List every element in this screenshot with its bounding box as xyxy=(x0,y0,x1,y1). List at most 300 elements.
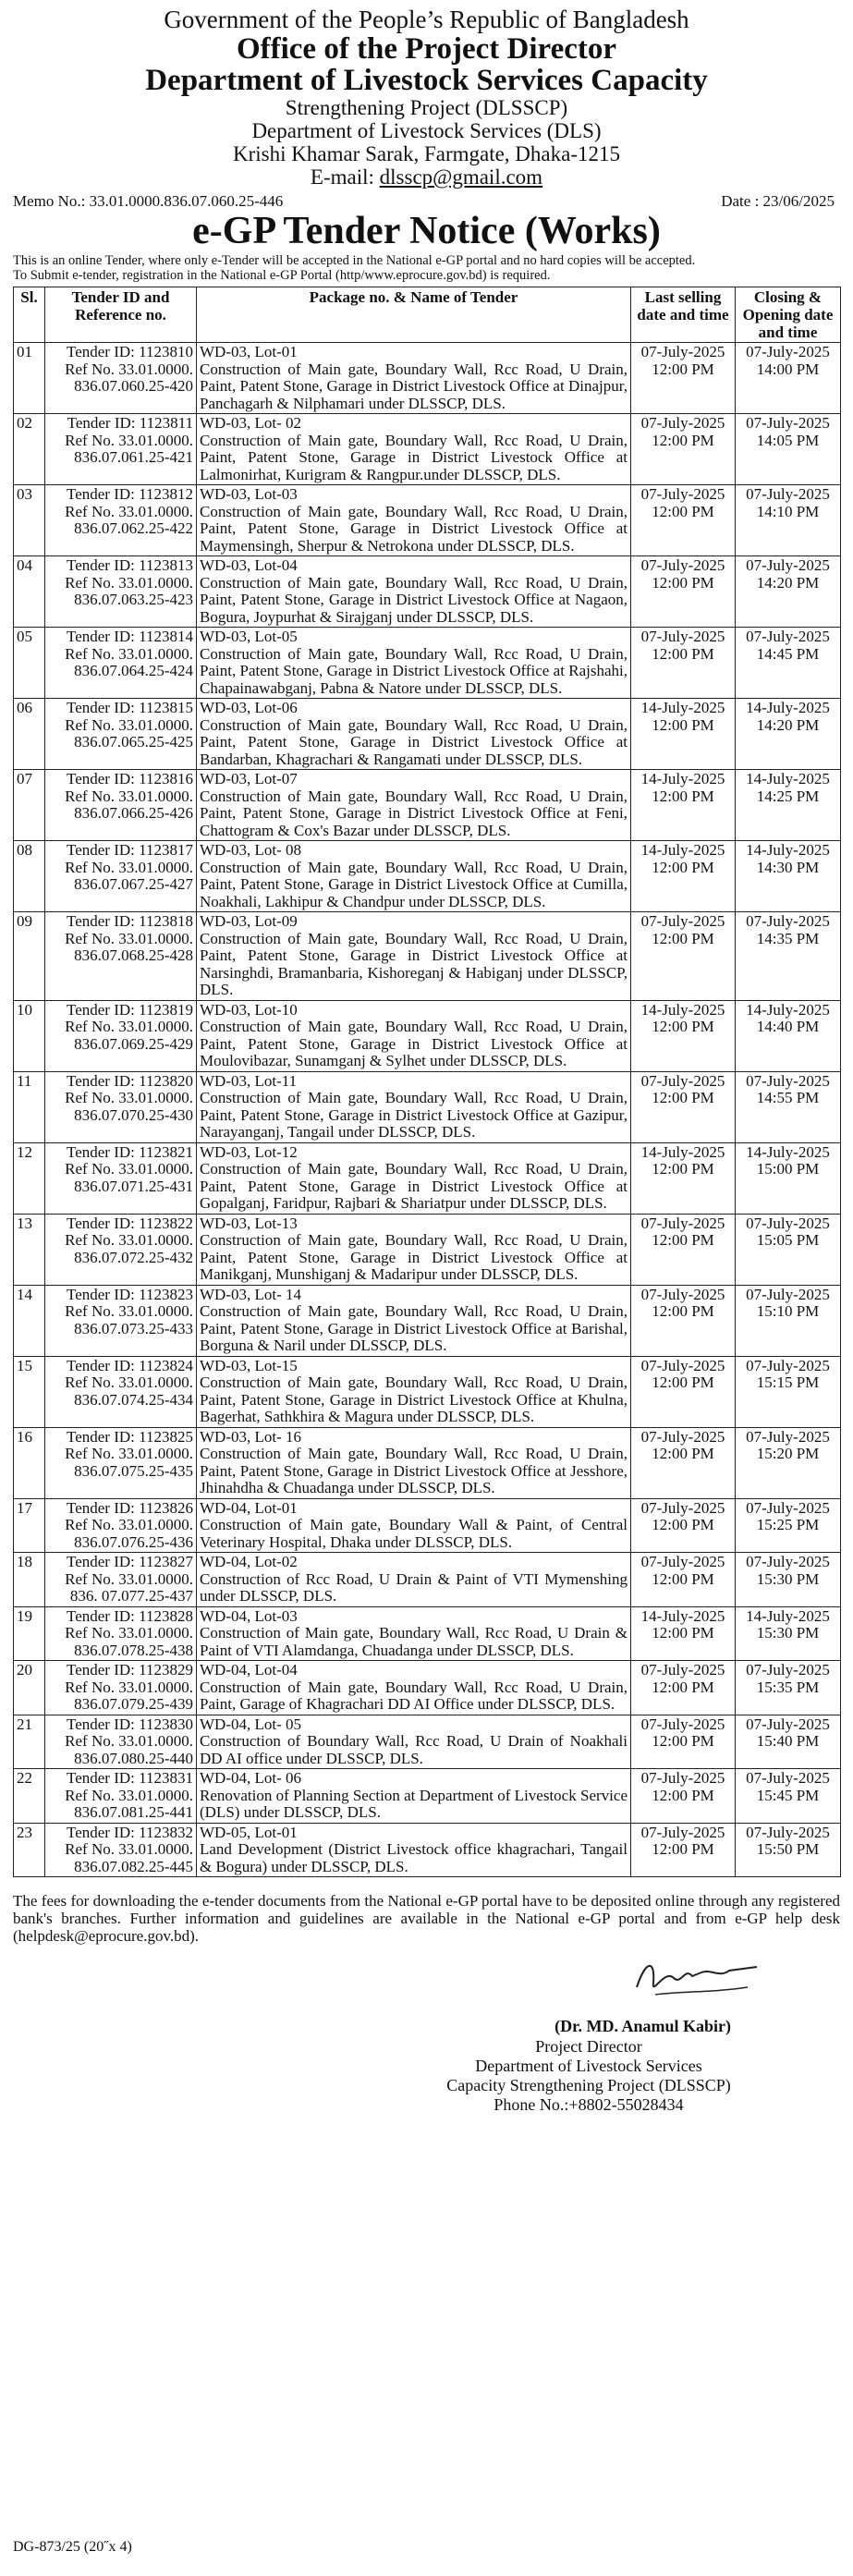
row-last-selling xyxy=(631,1427,736,1498)
row-last-selling xyxy=(631,1553,736,1607)
lot-number: WD-05, Lot-01 xyxy=(200,1823,298,1841)
closing-date: 07-July-2025 xyxy=(746,1715,830,1733)
row-last-selling xyxy=(631,1715,736,1769)
tender-description: Construction of Rcc Road, U Drain & Paint of VTI Mymenshing under DLSSCP, DLS. xyxy=(200,1569,628,1605)
row-sl: 22 xyxy=(14,1769,45,1824)
last-selling-time: 12:00 PM xyxy=(652,1732,714,1750)
last-selling-time: 12:00 PM xyxy=(652,1840,714,1858)
ref-no-cont: 836.07.075.25-435 xyxy=(74,1461,193,1480)
row-last-selling xyxy=(631,556,736,628)
row-package xyxy=(197,1606,631,1661)
signatory-dept: Department of Livestock Services xyxy=(475,2057,702,2075)
table-row xyxy=(14,699,841,770)
closing-time: 14:25 PM xyxy=(756,787,820,805)
tender-id: Tender ID: 1123813 xyxy=(67,556,193,574)
row-closing xyxy=(736,912,841,1001)
last-selling-date: 07-July-2025 xyxy=(640,1427,725,1446)
closing-date: 07-July-2025 xyxy=(746,912,830,930)
row-closing xyxy=(736,1214,841,1285)
table-row xyxy=(14,414,841,485)
closing-time: 15:40 PM xyxy=(756,1732,820,1750)
row-package xyxy=(197,770,631,841)
last-selling-date: 14-July-2025 xyxy=(640,1606,725,1625)
closing-date: 07-July-2025 xyxy=(746,1071,830,1090)
lot-number: WD-04, Lot-01 xyxy=(200,1498,298,1517)
table-row xyxy=(14,1606,841,1661)
row-tender-ref xyxy=(45,556,197,628)
notice-date: Date : 23/06/2025 xyxy=(721,192,835,210)
closing-date: 07-July-2025 xyxy=(746,1661,830,1679)
row-closing xyxy=(736,699,841,770)
closing-time: 15:30 PM xyxy=(756,1624,820,1642)
tender-description: Construction of Main gate, Boundary Wall, Rcc Road, U Drain, Paint, Patent Stone, Garage in District Livestock Office at Moulovibazar, Sunamganj & Sylhet under DLSSCP, DLS. xyxy=(200,1018,628,1069)
row-package xyxy=(197,1661,631,1715)
row-sl: 19 xyxy=(14,1606,45,1661)
ref-no: Ref No. 33.01.0000. xyxy=(65,573,193,592)
lot-number: WD-03, Lot-07 xyxy=(200,770,298,787)
closing-time: 15:30 PM xyxy=(756,1569,820,1588)
table-row xyxy=(14,485,841,556)
lot-number: WD-03, Lot- 14 xyxy=(200,1285,302,1303)
tender-description: Construction of Main gate, Boundary Wall, Rcc Road, U Drain, Paint, Patent Stone, Garage in District Livestock Office at Cumilla, Noakhali, Lakhipur & Chandpur under DLSSCP, DLS. xyxy=(200,858,628,910)
closing-date: 07-July-2025 xyxy=(746,1823,830,1841)
tender-description: Construction of Main gate, Boundary Wall, Rcc Road, U Drain, Paint, Patent Stone, Garage in District Livestock Office at Manikganj, Munshiganj & Madaripur under DLSSCP, DLS. xyxy=(200,1231,628,1283)
row-sl: 14 xyxy=(14,1285,45,1356)
ref-no: Ref No. 33.01.0000. xyxy=(65,1231,193,1249)
row-sl: 15 xyxy=(14,1356,45,1427)
tender-description: Construction of Main gate, Boundary Wall, Rcc Road, U Drain, Paint, Patent Stone, Garage in District Livestock Office at Dinajpur, Panchagarh & Nilphamari under DLSSCP, DLS. xyxy=(200,360,628,412)
signatory-name: (Dr. MD. Anamul Kabir) xyxy=(554,2017,731,2035)
closing-time: 14:20 PM xyxy=(756,573,820,592)
last-selling-date: 07-July-2025 xyxy=(640,343,725,360)
ref-no-cont: 836.07.079.25-439 xyxy=(74,1695,193,1713)
table-row xyxy=(14,770,841,841)
table-row xyxy=(14,1214,841,1285)
row-tender-ref xyxy=(45,1769,197,1824)
lot-number: WD-03, Lot- 08 xyxy=(200,841,302,859)
row-last-selling xyxy=(631,770,736,841)
row-tender-ref xyxy=(45,1285,197,1356)
ref-no-cont: 836.07.064.25-424 xyxy=(74,662,193,679)
last-selling-date: 07-July-2025 xyxy=(640,1071,725,1090)
row-package xyxy=(197,556,631,628)
email-link[interactable]: dlsscp@gmail.com xyxy=(379,165,543,189)
closing-date: 07-July-2025 xyxy=(746,343,830,360)
last-selling-date: 14-July-2025 xyxy=(640,699,725,716)
closing-time: 14:10 PM xyxy=(756,502,820,520)
table-row xyxy=(14,1498,841,1553)
row-closing xyxy=(736,628,841,699)
last-selling-date: 07-July-2025 xyxy=(640,1498,725,1517)
last-selling-date: 07-July-2025 xyxy=(640,1823,725,1841)
last-selling-time: 12:00 PM xyxy=(652,1089,714,1106)
lot-number: WD-04, Lot-04 xyxy=(200,1661,298,1679)
tender-id: Tender ID: 1123811 xyxy=(67,414,193,432)
ref-no-cont: 836.07.071.25-431 xyxy=(74,1177,193,1195)
signature-block xyxy=(13,1945,840,2120)
row-tender-ref xyxy=(45,343,197,414)
row-last-selling xyxy=(631,1071,736,1142)
row-tender-ref xyxy=(45,1823,197,1877)
row-closing xyxy=(736,1071,841,1142)
table-row xyxy=(14,1715,841,1769)
row-tender-ref xyxy=(45,1661,197,1715)
ref-no-cont: 836.07.081.25-441 xyxy=(74,1803,193,1821)
ref-no: Ref No. 33.01.0000. xyxy=(65,644,193,663)
last-selling-time: 12:00 PM xyxy=(652,858,714,876)
row-sl: 20 xyxy=(14,1661,45,1715)
tender-description: Construction of Main gate, Boundary Wall, Rcc Road, U Drain, Paint, Patent Stone, Garage in District Livestock Office at Rajshahi, Chapainawabganj, Pabna & Natore under DLSSCP, DLS. xyxy=(200,644,628,697)
tender-id: Tender ID: 1123823 xyxy=(67,1285,193,1303)
last-selling-time: 12:00 PM xyxy=(652,1445,714,1462)
row-tender-ref xyxy=(45,628,197,699)
office-line: Office of the Project Director xyxy=(236,32,617,66)
row-sl: 09 xyxy=(14,912,45,1001)
lot-number: WD-04, Lot-03 xyxy=(200,1606,298,1625)
last-selling-date: 07-July-2025 xyxy=(640,414,725,432)
lot-number: WD-03, Lot- 16 xyxy=(200,1427,302,1446)
last-selling-time: 12:00 PM xyxy=(652,1160,714,1178)
lot-number: WD-04, Lot- 05 xyxy=(200,1715,302,1733)
closing-time: 14:35 PM xyxy=(756,929,820,947)
ref-no: Ref No. 33.01.0000. xyxy=(65,715,193,734)
row-last-selling xyxy=(631,1823,736,1877)
row-sl: 06 xyxy=(14,699,45,770)
ref-no: Ref No. 33.01.0000. xyxy=(65,1302,193,1320)
lot-number: WD-04, Lot- 06 xyxy=(200,1769,302,1787)
lot-number: WD-03, Lot-06 xyxy=(200,699,298,716)
lot-number: WD-03, Lot-15 xyxy=(200,1356,298,1374)
tender-id: Tender ID: 1123818 xyxy=(67,912,193,930)
ref-no: Ref No. 33.01.0000. xyxy=(65,1569,193,1588)
tender-description: Construction of Main gate, Boundary Wall, Rcc Road, U Drain, Paint, Patent Stone, Garage in District Livestock Office at Barishal, Borguna & Naril under DLSSCP, DLS. xyxy=(200,1302,628,1354)
row-sl: 01 xyxy=(14,343,45,414)
row-closing xyxy=(736,1661,841,1715)
row-package xyxy=(197,1715,631,1769)
ref-no: Ref No. 33.01.0000. xyxy=(65,1373,193,1391)
ref-no-cont: 836.07.069.25-429 xyxy=(74,1034,193,1053)
ref-no: Ref No. 33.01.0000. xyxy=(65,360,193,378)
last-selling-date: 07-July-2025 xyxy=(640,1214,725,1232)
row-last-selling xyxy=(631,1285,736,1356)
lot-number: WD-03, Lot-12 xyxy=(200,1142,298,1161)
closing-date: 14-July-2025 xyxy=(746,1606,830,1625)
row-tender-ref xyxy=(45,1606,197,1661)
ref-no-cont: 836.07.066.25-426 xyxy=(74,804,193,822)
closing-date: 07-July-2025 xyxy=(746,1769,830,1787)
row-package xyxy=(197,1142,631,1214)
lot-number: WD-03, Lot-01 xyxy=(200,343,298,360)
row-closing xyxy=(736,1769,841,1824)
closing-date: 07-July-2025 xyxy=(746,556,830,574)
row-closing xyxy=(736,1553,841,1607)
row-last-selling xyxy=(631,1606,736,1661)
last-selling-date: 07-July-2025 xyxy=(640,628,725,645)
row-closing xyxy=(736,414,841,485)
ref-no: Ref No. 33.01.0000. xyxy=(65,1786,193,1804)
last-selling-time: 12:00 PM xyxy=(652,1786,714,1804)
tender-id: Tender ID: 1123812 xyxy=(67,485,193,503)
closing-time: 14:45 PM xyxy=(756,644,820,663)
ref-no: Ref No. 33.01.0000. xyxy=(65,1018,193,1035)
closing-date: 07-July-2025 xyxy=(746,1214,830,1232)
table-row xyxy=(14,1769,841,1824)
table-row xyxy=(14,1142,841,1214)
tender-id: Tender ID: 1123815 xyxy=(67,699,193,716)
row-tender-ref xyxy=(45,414,197,485)
row-closing xyxy=(736,1427,841,1498)
lot-number: WD-03, Lot-03 xyxy=(200,485,298,503)
memo-row xyxy=(13,189,840,214)
ref-no-cont: 836.07.070.25-430 xyxy=(74,1105,193,1124)
row-tender-ref xyxy=(45,1553,197,1607)
tender-description: Construction of Main gate, Boundary Wall, Rcc Road, U Drain, Paint, Patent Stone, Garage in District Livestock Office at Gazipur, Narayanganj, Tangail under DLSSCP, DLS. xyxy=(200,1089,628,1141)
row-sl: 12 xyxy=(14,1142,45,1214)
row-sl: 04 xyxy=(14,556,45,628)
row-package xyxy=(197,628,631,699)
notice-title: e-GP Tender Notice (Works) xyxy=(192,210,661,252)
table-row xyxy=(14,1553,841,1607)
last-selling-date: 07-July-2025 xyxy=(640,1769,725,1787)
intro-text xyxy=(13,253,840,283)
tender-description: Construction of Main gate, Boundary Wall, Rcc Road, U Drain, Paint, Patent Stone, Garage in District Livestock Office at Narsinghdi, Bramanbaria, Kishoreganj & Habiganj under DLSSCP, DLS. xyxy=(200,929,628,998)
row-sl: 21 xyxy=(14,1715,45,1769)
closing-date: 14-July-2025 xyxy=(746,841,830,859)
row-sl: 13 xyxy=(14,1214,45,1285)
col-header-package: Package no. & Name of Tender xyxy=(197,287,631,343)
row-package xyxy=(197,1553,631,1607)
row-sl: 07 xyxy=(14,770,45,841)
table-row xyxy=(14,556,841,628)
last-selling-time: 12:00 PM xyxy=(652,1569,714,1588)
tender-id: Tender ID: 1123830 xyxy=(67,1715,193,1733)
closing-time: 15:15 PM xyxy=(756,1373,820,1391)
closing-date: 07-July-2025 xyxy=(746,1427,830,1446)
row-package xyxy=(197,1498,631,1553)
row-tender-ref xyxy=(45,485,197,556)
tender-id: Tender ID: 1123814 xyxy=(67,628,193,645)
row-last-selling xyxy=(631,1142,736,1214)
row-last-selling xyxy=(631,343,736,414)
ref-no: Ref No. 33.01.0000. xyxy=(65,1160,193,1178)
ref-no: Ref No. 33.01.0000. xyxy=(65,787,193,805)
last-selling-date: 14-July-2025 xyxy=(640,1142,725,1161)
row-package xyxy=(197,1769,631,1824)
tender-id: Tender ID: 1123817 xyxy=(67,841,193,859)
row-package xyxy=(197,1823,631,1877)
ref-no-cont: 836.07.068.25-428 xyxy=(74,946,193,964)
last-selling-time: 12:00 PM xyxy=(652,1678,714,1696)
row-closing xyxy=(736,770,841,841)
tender-id: Tender ID: 1123816 xyxy=(67,770,193,787)
row-sl: 11 xyxy=(14,1071,45,1142)
tender-id: Tender ID: 1123825 xyxy=(67,1427,193,1446)
ref-no-cont: 836.07.060.25-420 xyxy=(74,377,193,395)
intro-line: To Submit e-tender, registration in the National e-GP Portal (http/www.eprocure.gov.bd) is required. xyxy=(13,268,551,283)
ref-no: Ref No. 33.01.0000. xyxy=(65,1732,193,1750)
last-selling-date: 07-July-2025 xyxy=(640,912,725,930)
table-row xyxy=(14,1071,841,1142)
closing-date: 07-July-2025 xyxy=(746,1553,830,1570)
project-line: Strengthening Project (DLSSCP) xyxy=(285,96,568,119)
row-tender-ref xyxy=(45,1142,197,1214)
table-body xyxy=(14,343,841,1877)
last-selling-date: 07-July-2025 xyxy=(640,1285,725,1303)
tender-description: Land Development (District Livestock office khagrachari, Tangail & Bogura) under DLSSCP, DLS. xyxy=(200,1840,628,1875)
tender-id: Tender ID: 1123832 xyxy=(67,1823,193,1841)
row-package xyxy=(197,414,631,485)
row-closing xyxy=(736,1000,841,1071)
row-tender-ref xyxy=(45,770,197,841)
row-last-selling xyxy=(631,1356,736,1427)
row-package xyxy=(197,1356,631,1427)
handwritten-signature xyxy=(628,1950,766,2006)
closing-time: 15:35 PM xyxy=(756,1678,820,1696)
row-sl: 08 xyxy=(14,841,45,912)
last-selling-date: 14-July-2025 xyxy=(640,1000,725,1019)
email-line xyxy=(13,165,840,189)
row-closing xyxy=(736,1142,841,1214)
row-package xyxy=(197,343,631,414)
tender-id: Tender ID: 1123821 xyxy=(67,1142,193,1161)
last-selling-date: 14-July-2025 xyxy=(640,841,725,859)
row-last-selling xyxy=(631,1769,736,1824)
row-closing xyxy=(736,556,841,628)
tender-table xyxy=(13,287,841,1877)
col-header-sl: Sl. xyxy=(14,287,45,343)
row-tender-ref xyxy=(45,1715,197,1769)
tender-id: Tender ID: 1123820 xyxy=(67,1071,193,1090)
row-sl: 18 xyxy=(14,1553,45,1607)
row-sl: 17 xyxy=(14,1498,45,1553)
row-package xyxy=(197,1285,631,1356)
ref-no: Ref No. 33.01.0000. xyxy=(65,1624,193,1642)
row-package xyxy=(197,699,631,770)
ref-no-cont: 836.07.073.25-433 xyxy=(74,1319,193,1337)
ref-no: Ref No. 33.01.0000. xyxy=(65,1445,193,1462)
row-sl: 02 xyxy=(14,414,45,485)
row-package xyxy=(197,912,631,1001)
last-selling-time: 12:00 PM xyxy=(652,573,714,592)
signatory-title: Project Director xyxy=(535,2037,642,2056)
tender-description: Construction of Main gate, Boundary Wall, Rcc Road, U Drain, Paint, Patent Stone, Garage in District Livestock Office at Bandarban, Khagrachari & Rangamati under DLSSCP, DLS. xyxy=(200,715,628,768)
row-package xyxy=(197,1427,631,1498)
ref-no-cont: 836.07.082.25-445 xyxy=(74,1857,193,1875)
col-header-closing: Closing & Opening date and time xyxy=(736,287,841,343)
table-row xyxy=(14,628,841,699)
tender-description: Construction of Main gate, Boundary Wall, Rcc Road, U Drain, Paint, Patent Stone, Garage in District Livestock Office at Gopalganj, Faridpur, Rajbari & Shariatpur under DLSSCP, DLS. xyxy=(200,1160,628,1212)
tender-id: Tender ID: 1123831 xyxy=(67,1769,193,1787)
table-row xyxy=(14,343,841,414)
dls-line: Department of Livestock Services (DLS) xyxy=(251,119,602,142)
closing-date: 07-July-2025 xyxy=(746,1285,830,1303)
table-row xyxy=(14,1427,841,1498)
row-tender-ref xyxy=(45,912,197,1001)
closing-date: 14-July-2025 xyxy=(746,699,830,716)
tender-id: Tender ID: 1123829 xyxy=(67,1661,193,1679)
ref-no-cont: 836.07.067.25-427 xyxy=(74,875,193,893)
closing-date: 14-July-2025 xyxy=(746,1142,830,1161)
row-package xyxy=(197,1214,631,1285)
closing-time: 15:05 PM xyxy=(756,1231,820,1249)
closing-time: 15:00 PM xyxy=(756,1160,820,1178)
lot-number: WD-03, Lot-09 xyxy=(200,912,298,930)
row-closing xyxy=(736,485,841,556)
row-last-selling xyxy=(631,628,736,699)
closing-time: 14:20 PM xyxy=(756,715,820,734)
tender-id: Tender ID: 1123819 xyxy=(67,1000,193,1019)
tender-description: Construction of Main gate, Boundary Wall, Rcc Road, U Drain, Paint, Patent Stone, Garage in District Livestock Office at Jesshore, Jhinahdha & Chuadanga under DLSSCP, DLS. xyxy=(200,1445,628,1496)
table-row xyxy=(14,1661,841,1715)
last-selling-time: 12:00 PM xyxy=(652,360,714,378)
ref-no-cont: 836.07.061.25-421 xyxy=(74,448,193,466)
last-selling-time: 12:00 PM xyxy=(652,1373,714,1391)
closing-time: 14:40 PM xyxy=(756,1018,820,1035)
row-last-selling xyxy=(631,841,736,912)
ref-no-cont: 836.07.065.25-425 xyxy=(74,733,193,751)
row-tender-ref xyxy=(45,1427,197,1498)
table-row xyxy=(14,912,841,1001)
row-sl: 10 xyxy=(14,1000,45,1071)
tender-description: Construction of Main gate, Boundary Wall, Rcc Road, U Drain, Paint, Garage of Khagrachari DD AI Office under DLSSCP, DLS. xyxy=(200,1678,628,1713)
closing-date: 14-July-2025 xyxy=(746,1000,830,1019)
tender-id: Tender ID: 1123810 xyxy=(67,343,193,360)
row-closing xyxy=(736,343,841,414)
closing-time: 15:45 PM xyxy=(756,1786,820,1804)
row-last-selling xyxy=(631,414,736,485)
last-selling-date: 07-July-2025 xyxy=(640,1661,725,1679)
closing-time: 14:00 PM xyxy=(756,360,820,378)
table-row xyxy=(14,1356,841,1427)
closing-date: 14-July-2025 xyxy=(746,770,830,787)
tender-description: Construction of Main gate, Boundary Wall, Rcc Road, U Drain, Paint, Patent Stone, Garage in District Livestock Office at Nagaon, Bogura, Joypurhat & Sirajganj under DLSSCP, DLS. xyxy=(200,573,628,626)
last-selling-date: 07-July-2025 xyxy=(640,1553,725,1570)
table-header-row xyxy=(14,287,841,343)
row-sl: 23 xyxy=(14,1823,45,1877)
row-package xyxy=(197,1071,631,1142)
department-line: Department of Livestock Services Capacity xyxy=(145,64,708,97)
last-selling-time: 12:00 PM xyxy=(652,1231,714,1249)
row-tender-ref xyxy=(45,1498,197,1553)
row-sl: 03 xyxy=(14,485,45,556)
last-selling-time: 12:00 PM xyxy=(652,787,714,805)
tender-id: Tender ID: 1123822 xyxy=(67,1214,193,1232)
closing-time: 15:25 PM xyxy=(756,1516,820,1533)
row-closing xyxy=(736,841,841,912)
closing-date: 07-July-2025 xyxy=(746,485,830,503)
tender-id: Tender ID: 1123828 xyxy=(67,1606,193,1625)
last-selling-date: 07-July-2025 xyxy=(640,1715,725,1733)
closing-time: 15:10 PM xyxy=(756,1302,820,1320)
tender-description: Construction of Main gate, Boundary Wall, Rcc Road, U Drain & Paint of VTI Alamdanga, Chuadanga under DLSSCP, DLS. xyxy=(200,1624,628,1659)
memo-number: Memo No.: 33.01.0000.836.07.060.25-446 xyxy=(13,192,284,210)
last-selling-time: 12:00 PM xyxy=(652,929,714,947)
table-row xyxy=(14,1285,841,1356)
tender-description: Construction of Main gate, Boundary Wall, Rcc Road, U Drain, Paint, Patent Stone, Garage in District Livestock Office at Maymensingh, Sherpur & Netrokona under DLSSCP, DLS. xyxy=(200,502,628,555)
ref-no-cont: 836.07.080.25-440 xyxy=(74,1749,193,1767)
lot-number: WD-04, Lot-02 xyxy=(200,1553,298,1570)
last-selling-date: 07-July-2025 xyxy=(640,1356,725,1374)
last-selling-time: 12:00 PM xyxy=(652,1516,714,1533)
row-tender-ref xyxy=(45,1356,197,1427)
row-package xyxy=(197,485,631,556)
letterhead xyxy=(13,6,840,189)
tender-description: Construction of Main gate, Boundary Wall, Rcc Road, U Drain, Paint, Patent Stone, Garage in District Livestock Office at Lalmonirhat, Kurigram & Rangpur.under DLSSCP, DLS. xyxy=(200,431,628,483)
closing-date: 07-July-2025 xyxy=(746,1356,830,1374)
row-last-selling xyxy=(631,1214,736,1285)
ref-no-cont: 836. 07.077.25-437 xyxy=(69,1587,193,1605)
ref-no: Ref No. 33.01.0000. xyxy=(65,929,193,947)
